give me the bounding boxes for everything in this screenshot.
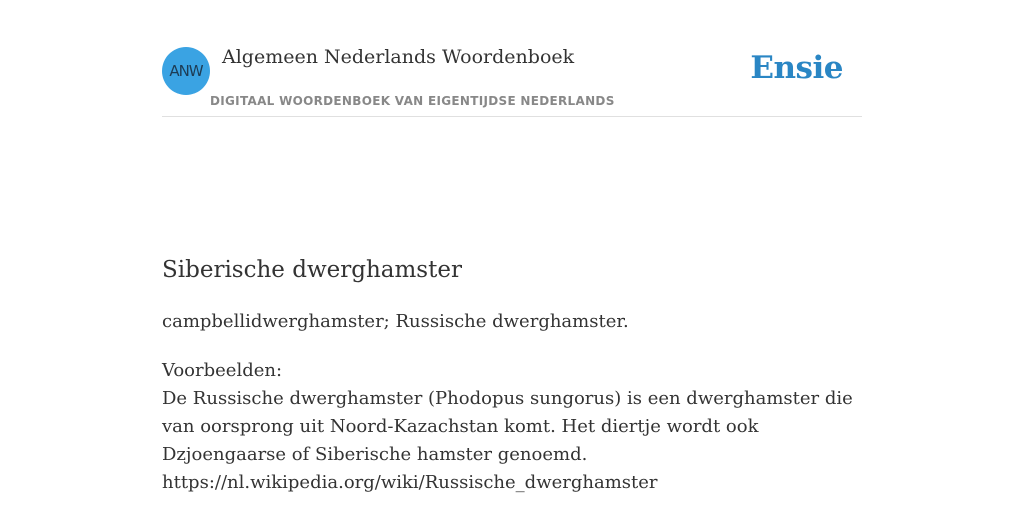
example-text: De Russische dwerghamster (Phodopus sungorus) is een dwerghamster die van oorsprong uit Noord-Kazachstan komt. Het diertje wordt ook Dzjoengaarse of Siberische hamster genoemd. [162,388,853,465]
site-subtitle: DIGITAAL WOORDENBOEK VAN EIGENTIJDSE NEDERLANDS [210,94,615,108]
entry-headword: Siberische dwerghamster [162,257,462,283]
example-source-link[interactable]: https://nl.wikipedia.org/wiki/Russische_dwerghamster [162,472,658,493]
entry-definition: campbellidwerghamster; Russische dwerghamster. [162,311,629,332]
site-header [162,0,862,117]
ensie-brand-link[interactable]: Ensie [750,50,843,86]
site-title[interactable]: Algemeen Nederlands Woordenboek [222,46,575,68]
entry-examples [162,357,862,497]
anw-logo[interactable]: ANW [162,47,210,95]
examples-label: Voorbeelden: [162,360,283,381]
page [162,0,862,512]
